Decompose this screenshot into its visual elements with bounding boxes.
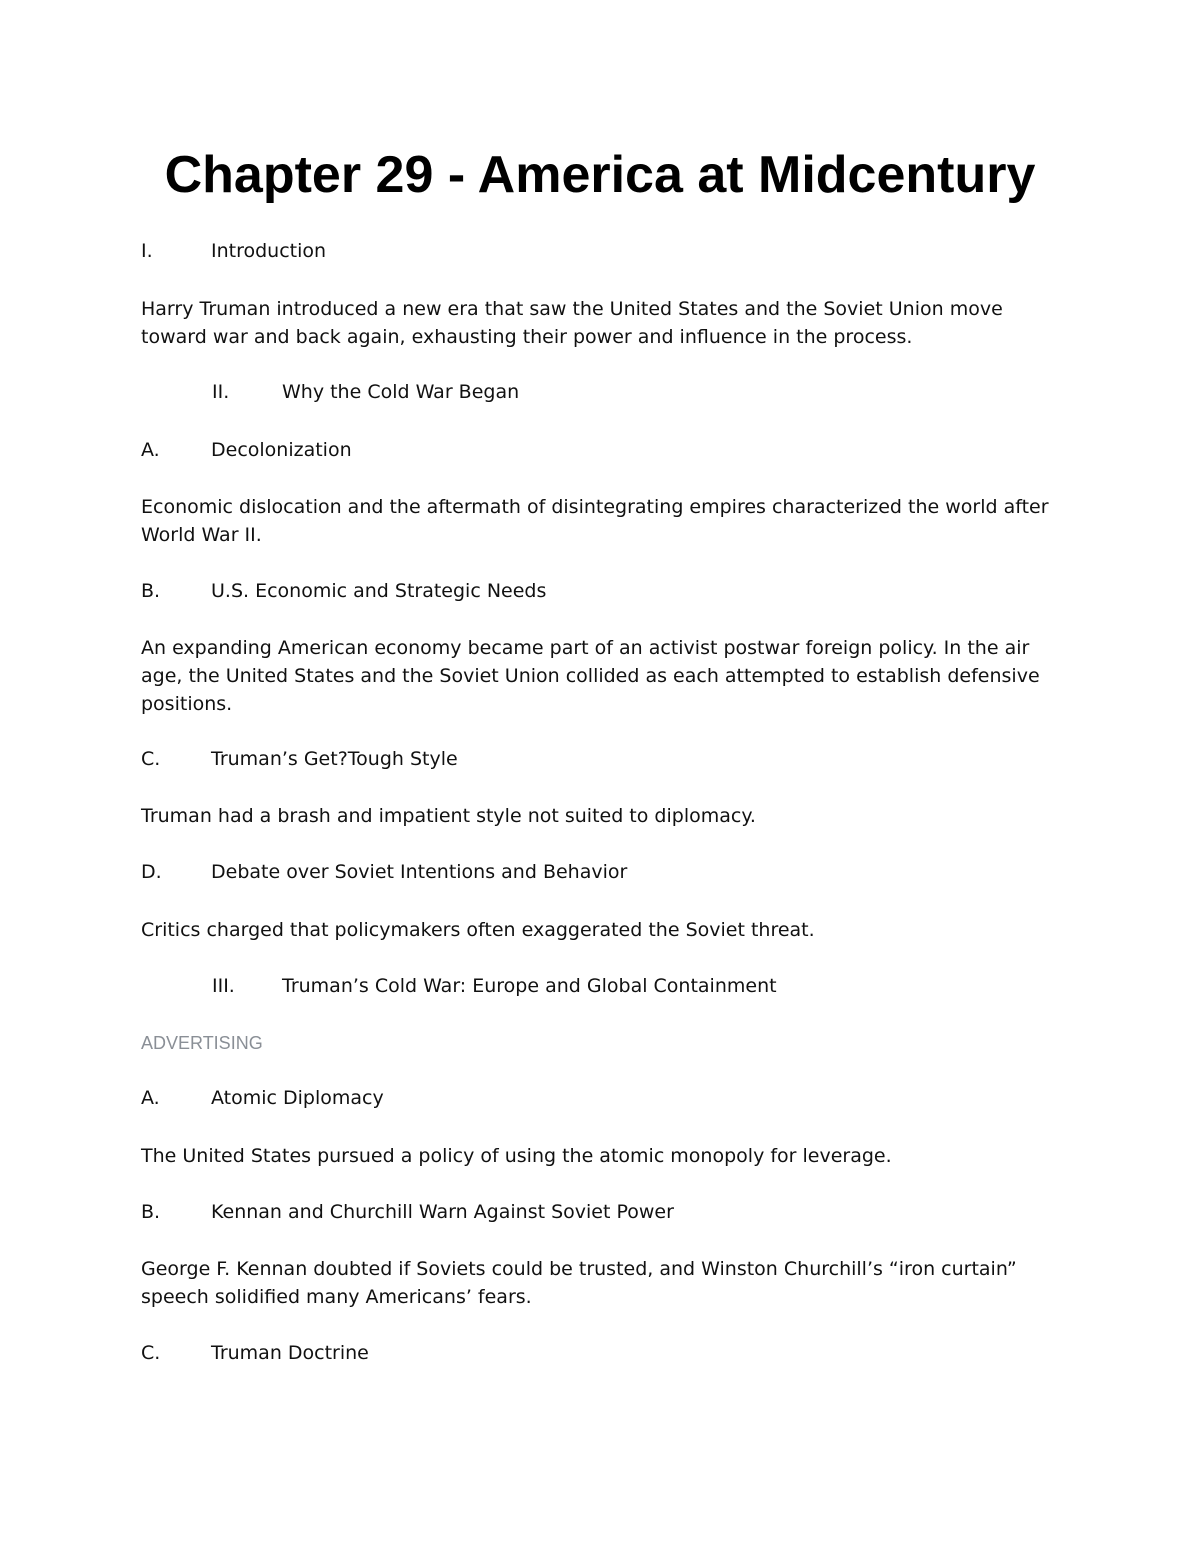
outline-heading-economic-needs (141, 577, 546, 605)
outline-heading-text: U.S. Economic and Strategic Needs (211, 580, 547, 602)
outline-marker: C. (141, 748, 161, 770)
outline-marker: II. (212, 381, 230, 403)
outline-marker: B. (141, 580, 161, 602)
outline-marker: D. (141, 861, 162, 883)
outline-heading-text: Debate over Soviet Intentions and Behavior (211, 861, 628, 883)
outline-heading-text: Decolonization (211, 439, 352, 461)
paragraph-get-tough-style: Truman had a brash and impatient style not suited to diplomacy. (141, 805, 756, 827)
outline-heading-text: Truman’s Get?Tough Style (211, 748, 458, 770)
outline-marker: B. (141, 1201, 161, 1223)
outline-heading-why-cold-war-began (212, 378, 519, 406)
outline-marker: I. (141, 240, 153, 262)
paragraph-introduction: Harry Truman introduced a new era that saw the United States and the Soviet Union move toward war and back again, exhausting their power and influence in the process. (141, 298, 1003, 348)
outline-heading-text: Why the Cold War Began (282, 381, 520, 403)
paragraph-economic-needs: An expanding American economy became part of an activist postwar foreign policy. In the air age, the United States and the Soviet Union collided as each attempted to establish defensive positions. (141, 637, 1040, 715)
outline-heading-atomic-diplomacy (141, 1084, 384, 1112)
outline-marker: C. (141, 1342, 161, 1364)
paragraph-soviet-intentions: Critics charged that policymakers often exaggerated the Soviet threat. (141, 919, 815, 941)
outline-heading-trumans-cold-war (212, 972, 777, 1000)
advertising-label: ADVERTISING (141, 1033, 263, 1053)
outline-marker: III. (212, 975, 235, 997)
outline-heading-text: Truman’s Cold War: Europe and Global Containment (282, 975, 777, 997)
outline-heading-kennan-churchill (141, 1198, 674, 1226)
paragraph-atomic-diplomacy: The United States pursued a policy of using the atomic monopoly for leverage. (141, 1145, 892, 1167)
outline-heading-get-tough-style (141, 745, 458, 773)
outline-heading-soviet-intentions (141, 858, 627, 886)
outline-heading-text: Atomic Diplomacy (211, 1087, 384, 1109)
outline-heading-text: Truman Doctrine (211, 1342, 369, 1364)
paragraph-decolonization: Economic dislocation and the aftermath of disintegrating empires characterized the world after World War II. (141, 496, 1049, 546)
paragraph-kennan-churchill: George F. Kennan doubted if Soviets could be trusted, and Winston Churchill’s “iron curtain” speech solidified many Americans’ fears. (141, 1258, 1017, 1308)
page-title: Chapter 29 - America at Midcentury (164, 146, 1036, 204)
outline-heading-text: Kennan and Churchill Warn Against Soviet Power (211, 1201, 674, 1223)
outline-marker: A. (141, 439, 160, 461)
outline-heading-truman-doctrine (141, 1339, 369, 1367)
outline-marker: A. (141, 1087, 160, 1109)
outline-heading-decolonization (141, 436, 352, 464)
outline-heading-text: Introduction (211, 240, 327, 262)
outline-heading-introduction (141, 237, 326, 265)
